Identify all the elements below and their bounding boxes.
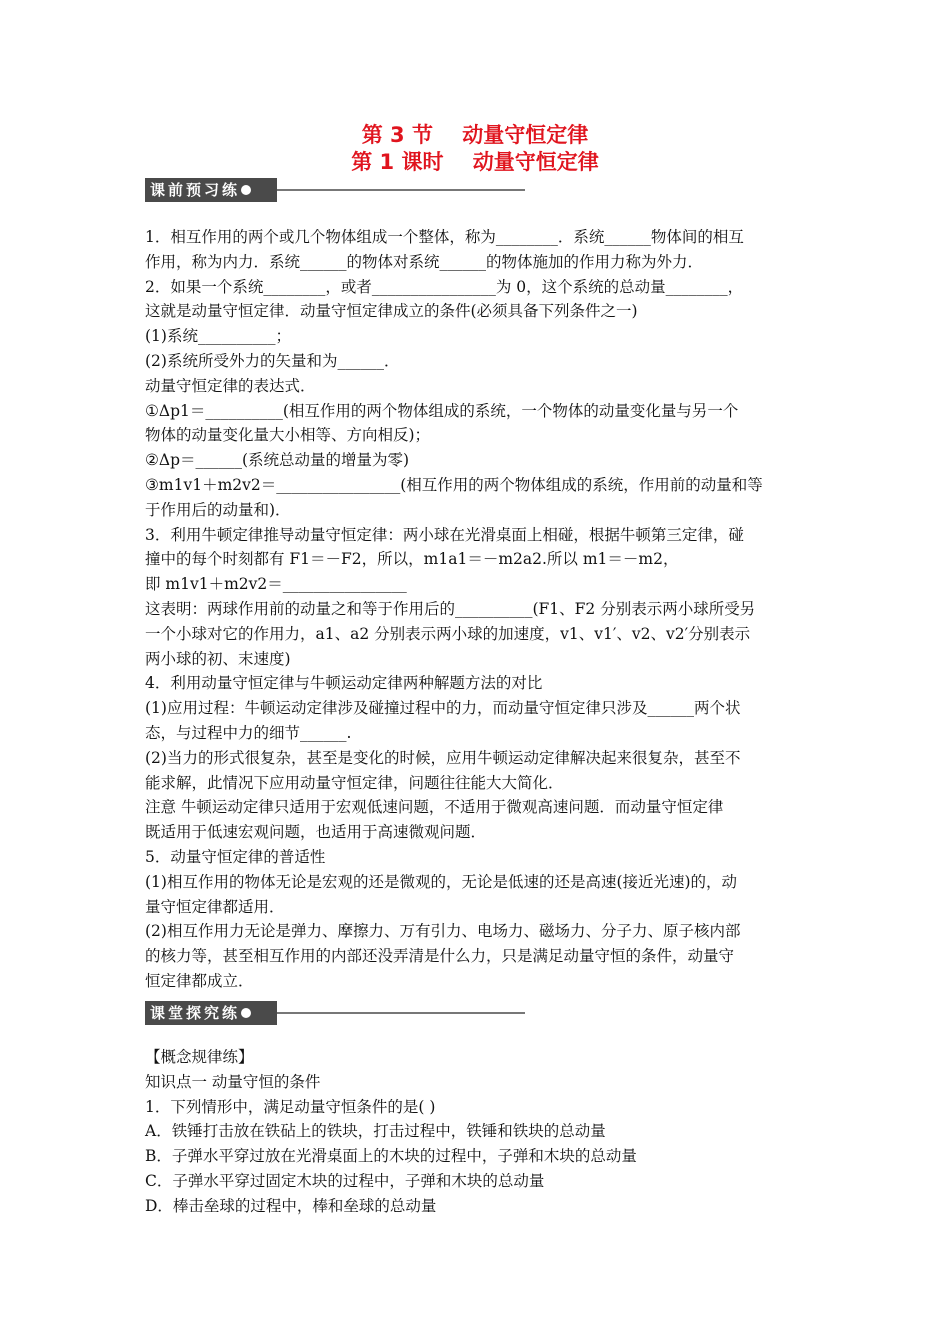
text-line: D．棒击垒球的过程中，棒和垒球的总动量 [145, 1196, 437, 1215]
banner-label-box [145, 178, 277, 202]
banner-rule [277, 189, 525, 191]
preview-practice-content [145, 225, 800, 994]
text-line: 撞中的每个时刻都有 F1＝－F2，所以，m1a1＝－m2a2.所以 m1＝－m2， [145, 550, 679, 569]
text-line: 4．利用动量守恒定律与牛顿运动定律两种解题方法的对比 [145, 674, 543, 693]
text-line: 1．相互作用的两个或几个物体组成一个整体，称为________．系统______物体间的相互 [145, 228, 744, 246]
text-line: 物体的动量变化量大小相等、方向相反)； [145, 426, 431, 445]
text-line: (1)相互作用的物体无论是宏观的还是微观的，无论是低速的还是高速(接近光速)的，动 [145, 872, 738, 891]
text-line: 5．动量守恒定律的普适性 [145, 847, 326, 866]
lesson-title: 第 1 课时 动量守恒定律 [351, 150, 599, 174]
text-line: 【概念规律练】 [145, 1048, 254, 1066]
text-line: 作用，称为内力．系统______的物体对系统______的物体施加的作用力称为外力． [145, 252, 704, 271]
text-line: 恒定律都成立． [145, 971, 254, 990]
text-line: (2)相互作用力无论是弹力、摩擦力、万有引力、电场力、磁场力、分子力、原子核内部 [145, 922, 741, 941]
preview-practice-banner [145, 178, 525, 202]
bullet-dot-icon [241, 185, 251, 195]
text-line: (1)应用过程：牛顿运动定律涉及碰撞过程中的力，而动量守恒定律只涉及______两个状 [145, 699, 741, 718]
classroom-practice-banner [145, 1001, 525, 1025]
text-line: 既适用于低速宏观问题，也适用于高速微观问题． [145, 823, 487, 842]
text-line: 知识点一 动量守恒的条件 [145, 1072, 321, 1091]
text-line: B．子弹水平穿过放在光滑桌面上的木块的过程中，子弹和木块的总动量 [145, 1147, 637, 1166]
text-line: 两小球的初、末速度) [145, 649, 291, 668]
text-line: A．铁锤打击放在铁砧上的铁块，打击过程中，铁锤和铁块的总动量 [145, 1122, 606, 1141]
text-line: 动量守恒定律的表达式． [145, 376, 316, 395]
text-line: (2)当力的形式很复杂，甚至是变化的时候，应用牛顿运动定律解决起来很复杂，甚至不 [145, 748, 741, 767]
text-line: (2)系统所受外力的矢量和为______． [145, 351, 400, 370]
text-line: 这表明：两球作用前的动量之和等于作用后的__________(F1、F2 分别表示两小球所受另 [145, 599, 756, 618]
text-line: ①Δp1＝__________(相互作用的两个物体组成的系统，一个物体的动量变化量与另一个 [145, 401, 739, 420]
banner-label: 课前预习练 [150, 181, 241, 199]
text-line: ③m1v1＋m2v2＝________________(相互作用的两个物体组成的系统，作用前的动量和等 [145, 475, 763, 494]
banner-label: 课堂探究练 [150, 1004, 241, 1022]
bullet-dot-icon [241, 1008, 251, 1018]
banner-label-box [145, 1001, 277, 1025]
text-line: C．子弹水平穿过固定木块的过程中，子弹和木块的总动量 [145, 1171, 545, 1190]
text-line: 1．下列情形中，满足动量守恒条件的是( ) [145, 1097, 436, 1116]
text-line: 量守恒定律都适用． [145, 897, 285, 916]
text-line: 的核力等，甚至相互作用的内部还没弄清是什么力，只是满足动量守恒的条件，动量守 [145, 947, 735, 966]
banner-rule [277, 1012, 525, 1014]
text-line: ②Δp＝______(系统总动量的增量为零) [145, 451, 410, 470]
classroom-practice-content [145, 1045, 800, 1219]
text-line: 即 m1v1＋m2v2＝________________ [145, 575, 407, 594]
section-title: 第 3 节 动量守恒定律 [361, 123, 589, 147]
text-line: 注意 牛顿运动定律只适用于宏观低速问题，不适用于微观高速问题．而动量守恒定律 [145, 798, 724, 817]
text-line: 能求解，此情况下应用动量守恒定律，问题往往能大大简化． [145, 773, 564, 792]
text-line: 态，与过程中力的细节______. [145, 723, 352, 742]
text-line: 3．利用牛顿定律推导动量守恒定律：两小球在光滑桌面上相碰，根据牛顿第三定律，碰 [145, 525, 744, 544]
text-line: (1)系统__________； [145, 327, 291, 346]
text-line: 于作用后的动量和)． [145, 500, 291, 519]
text-line: 这就是动量守恒定律．动量守恒定律成立的条件(必须具备下列条件之一) [145, 302, 638, 321]
text-line: 2．如果一个系统________，或者________________为 0，这个系统的总动量________， [145, 277, 744, 296]
text-line: 一个小球对它的作用力，a1、a2 分别表示两小球的加速度，v1、v1′、v2、v2′分别表示 [145, 624, 751, 643]
